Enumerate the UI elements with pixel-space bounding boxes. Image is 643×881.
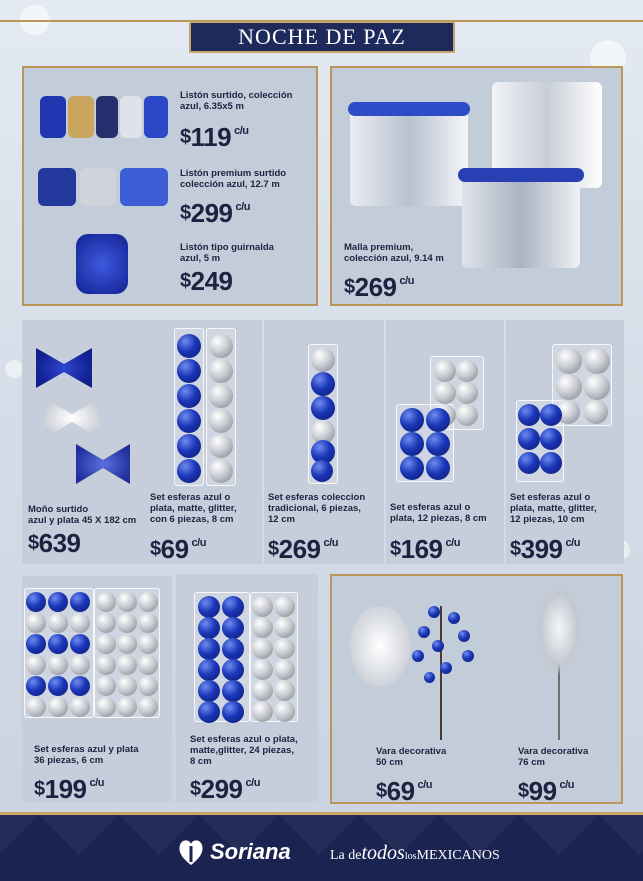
product-description: Set esferas azul o plata, matte, glitter, 12 piezas, 10 cm xyxy=(510,492,597,525)
blue-glitter-bow-image xyxy=(76,444,130,484)
ornament-ball-image xyxy=(70,634,90,654)
product-price: $69 $^{c/u}$ xyxy=(376,776,432,806)
ornament-ball-image xyxy=(198,638,220,660)
ornament-ball-image xyxy=(96,676,116,696)
ornament-ball-image xyxy=(70,655,90,675)
product-description: Vara decorativa 50 cm xyxy=(376,746,447,768)
ornament-ball-image xyxy=(96,613,116,633)
ornament-ball-image xyxy=(26,613,46,633)
ribbon-roll-image xyxy=(120,168,168,206)
ornament-ball-image xyxy=(274,596,295,617)
ornament-ball-image xyxy=(117,634,137,654)
heart-icon xyxy=(178,838,204,866)
ornament-ball-image xyxy=(209,434,233,458)
brand-name: Soriana xyxy=(210,839,291,864)
ornament-ball-image xyxy=(48,697,68,717)
ornament-ball-image xyxy=(274,680,295,701)
ornament-ball-image xyxy=(556,348,582,374)
ornament-ball-image xyxy=(26,592,46,612)
ornament-ball-image xyxy=(252,638,273,659)
silver-leaf-branch-image xyxy=(350,606,410,686)
mesh-roll-image xyxy=(462,168,580,268)
ornament-ball-image xyxy=(177,459,201,483)
mesh-panel xyxy=(330,66,623,306)
ornament-ball-image xyxy=(209,384,233,408)
ornament-ball-image xyxy=(426,432,450,456)
ornament-set-card xyxy=(22,576,172,802)
ornament-ball-image xyxy=(222,638,244,660)
ornament-ball-image xyxy=(222,701,244,723)
ornament-ball-image xyxy=(198,596,220,618)
product-price: $639 xyxy=(28,528,81,558)
ornament-ball-image xyxy=(311,348,335,372)
ornament-set-card xyxy=(506,320,624,564)
ornament-ball-image xyxy=(70,697,90,717)
ornament-ball-image xyxy=(177,359,201,383)
product-price: $169 $^{c/u}$ xyxy=(390,534,460,564)
ornament-ball-image xyxy=(117,676,137,696)
ornament-ball-image xyxy=(400,456,424,480)
ornament-set-card xyxy=(176,574,318,802)
footer xyxy=(0,815,643,881)
ornament-ball-image xyxy=(540,404,562,426)
ornament-ball-image xyxy=(209,459,233,483)
product-description: Malla premium, colección azul, 9.14 m xyxy=(344,242,444,264)
ornament-ball-image xyxy=(412,650,424,662)
ornament-ball-image xyxy=(26,697,46,717)
branches-panel xyxy=(330,574,623,804)
product-price: $269 $^{c/u}$ xyxy=(344,272,414,302)
product-price: $249 xyxy=(180,266,233,296)
ornament-ball-image xyxy=(117,613,137,633)
product-description: Listón tipo guirnalda azul, 5 m xyxy=(180,242,274,264)
ornament-ball-image xyxy=(252,596,273,617)
ornament-set-card xyxy=(264,320,384,564)
ornament-ball-image xyxy=(518,404,540,426)
product-description: Set esferas azul o plata, 12 piezas, 8 cm xyxy=(390,502,487,524)
product-description: Set esferas azul o plata, matte,glitter, 24 piezas, 8 cm xyxy=(190,734,298,767)
ornament-ball-image xyxy=(584,374,610,400)
ornament-ball-image xyxy=(177,434,201,458)
ribbon-roll-image xyxy=(68,96,94,138)
product-price: $99 $^{c/u}$ xyxy=(518,776,574,806)
ornament-ball-image xyxy=(222,617,244,639)
ornament-ball-image xyxy=(209,334,233,358)
ornament-ball-image xyxy=(440,662,452,674)
product-price: $399 $^{c/u}$ xyxy=(510,534,580,564)
ornament-ball-image xyxy=(424,672,435,683)
ornament-ball-image xyxy=(432,640,444,652)
garland-ribbon-image xyxy=(76,234,128,294)
ribbon-roll-image xyxy=(144,96,168,138)
product-description: Moño surtido azul y plata 45 X 182 cm xyxy=(28,504,137,526)
ornament-ball-image xyxy=(177,334,201,358)
ornament-ball-image xyxy=(418,626,430,638)
ornament-ball-image xyxy=(70,613,90,633)
product-price: $299 $^{c/u}$ xyxy=(190,774,260,804)
ornament-ball-image xyxy=(117,592,137,612)
ornament-ball-image xyxy=(456,382,478,404)
ornament-ball-image xyxy=(48,655,68,675)
ornament-ball-image xyxy=(456,360,478,382)
ornament-ball-image xyxy=(462,650,474,662)
product-description: Vara decorativa 76 cm xyxy=(518,746,589,768)
ornament-ball-image xyxy=(222,680,244,702)
ornament-ball-image xyxy=(26,676,46,696)
ornament-ball-image xyxy=(198,659,220,681)
ornament-ball-image xyxy=(48,676,68,696)
mesh-roll-top xyxy=(348,102,470,116)
ornament-ball-image xyxy=(177,384,201,408)
ornament-ball-image xyxy=(311,372,335,396)
silver-bow-image xyxy=(44,398,100,438)
mesh-roll-top xyxy=(458,168,584,182)
ornament-ball-image xyxy=(556,374,582,400)
ornament-ball-image xyxy=(70,676,90,696)
ornament-ball-image xyxy=(274,701,295,722)
ornament-ball-image xyxy=(48,634,68,654)
ornament-ball-image xyxy=(96,592,116,612)
ribbon-roll-image xyxy=(40,96,66,138)
ornament-set-card xyxy=(386,320,504,564)
ornament-ball-image xyxy=(518,452,540,474)
ornament-ball-image xyxy=(138,676,158,696)
bokeh-light xyxy=(5,360,23,378)
ornament-ball-image xyxy=(434,382,456,404)
blue-bow-image xyxy=(36,348,92,388)
ornament-ball-image xyxy=(540,452,562,474)
ornament-ball-image xyxy=(222,659,244,681)
ornament-ball-image xyxy=(456,404,478,426)
ornament-ball-image xyxy=(117,697,137,717)
product-price: $269 $^{c/u}$ xyxy=(268,534,338,564)
ribbon-roll-image xyxy=(96,96,118,138)
ornament-ball-image xyxy=(274,659,295,680)
page-title: NOCHE DE PAZ xyxy=(189,21,455,53)
ornament-ball-image xyxy=(117,655,137,675)
ornament-ball-image xyxy=(70,592,90,612)
ornament-ball-image xyxy=(274,617,295,638)
product-description: Listón premium surtido colección azul, 12.7 m xyxy=(180,168,287,190)
product-price: $199 $^{c/u}$ xyxy=(34,774,104,804)
bows-card xyxy=(22,320,144,564)
ornament-ball-image xyxy=(584,348,610,374)
ornament-ball-image xyxy=(540,428,562,450)
ornament-ball-image xyxy=(252,659,273,680)
ornament-ball-image xyxy=(222,596,244,618)
soriana-logo xyxy=(178,838,291,866)
ornament-ball-image xyxy=(400,432,424,456)
ribbon-roll-image xyxy=(120,96,142,138)
ribbon-roll-image xyxy=(80,168,116,206)
ornament-ball-image xyxy=(252,617,273,638)
product-description: Listón surtido, colección azul, 6.35x5 m xyxy=(180,90,293,112)
ornament-ball-image xyxy=(448,612,460,624)
product-price: $299 $^{c/u}$ xyxy=(180,198,250,228)
ornament-ball-image xyxy=(434,360,456,382)
ornament-ball-image xyxy=(274,638,295,659)
ornament-ball-image xyxy=(426,408,450,432)
ornament-ball-image xyxy=(198,701,220,723)
ornament-ball-image xyxy=(458,630,470,642)
ornament-ball-image xyxy=(96,697,116,717)
ornament-ball-image xyxy=(138,697,158,717)
ornament-set-card xyxy=(144,320,262,564)
ornament-ball-image xyxy=(209,409,233,433)
ornament-ball-image xyxy=(252,680,273,701)
ornament-ball-image xyxy=(138,634,158,654)
ornament-ball-image xyxy=(198,680,220,702)
ornament-ball-image xyxy=(26,655,46,675)
ornament-ball-image xyxy=(138,655,158,675)
ornament-ball-image xyxy=(26,634,46,654)
ribbons-panel xyxy=(22,66,318,306)
product-description: Set esferas azul o plata, matte, glitter, con 6 piezas, 8 cm xyxy=(150,492,237,525)
ornament-ball-image xyxy=(209,359,233,383)
product-price: $69 $^{c/u}$ xyxy=(150,534,206,564)
ornament-ball-image xyxy=(311,460,333,482)
ornament-ball-image xyxy=(400,408,424,432)
ribbon-roll-image xyxy=(38,168,76,206)
ornament-ball-image xyxy=(48,613,68,633)
product-description: Set esferas coleccion tradicional, 6 piezas, 12 cm xyxy=(268,492,366,525)
ornament-ball-image xyxy=(428,606,440,618)
ornament-ball-image xyxy=(48,592,68,612)
ornament-ball-image xyxy=(198,617,220,639)
product-description: Set esferas azul y plata 36 piezas, 6 cm xyxy=(34,744,139,766)
ornament-ball-image xyxy=(96,634,116,654)
ornament-ball-image xyxy=(252,701,273,722)
ornament-ball-image xyxy=(138,592,158,612)
ornament-ball-image xyxy=(584,400,608,424)
mesh-roll-image xyxy=(350,102,468,206)
footer-slogan: La detodoslosMEXICANOS xyxy=(330,842,500,864)
glitter-branch-image xyxy=(536,584,582,674)
ornament-ball-image xyxy=(96,655,116,675)
ornament-ball-image xyxy=(518,428,540,450)
product-price: $119 $^{c/u}$ xyxy=(180,122,249,152)
ornament-ball-image xyxy=(311,396,335,420)
ornament-ball-image xyxy=(177,409,201,433)
ornament-ball-image xyxy=(426,456,450,480)
ornament-ball-image xyxy=(138,613,158,633)
